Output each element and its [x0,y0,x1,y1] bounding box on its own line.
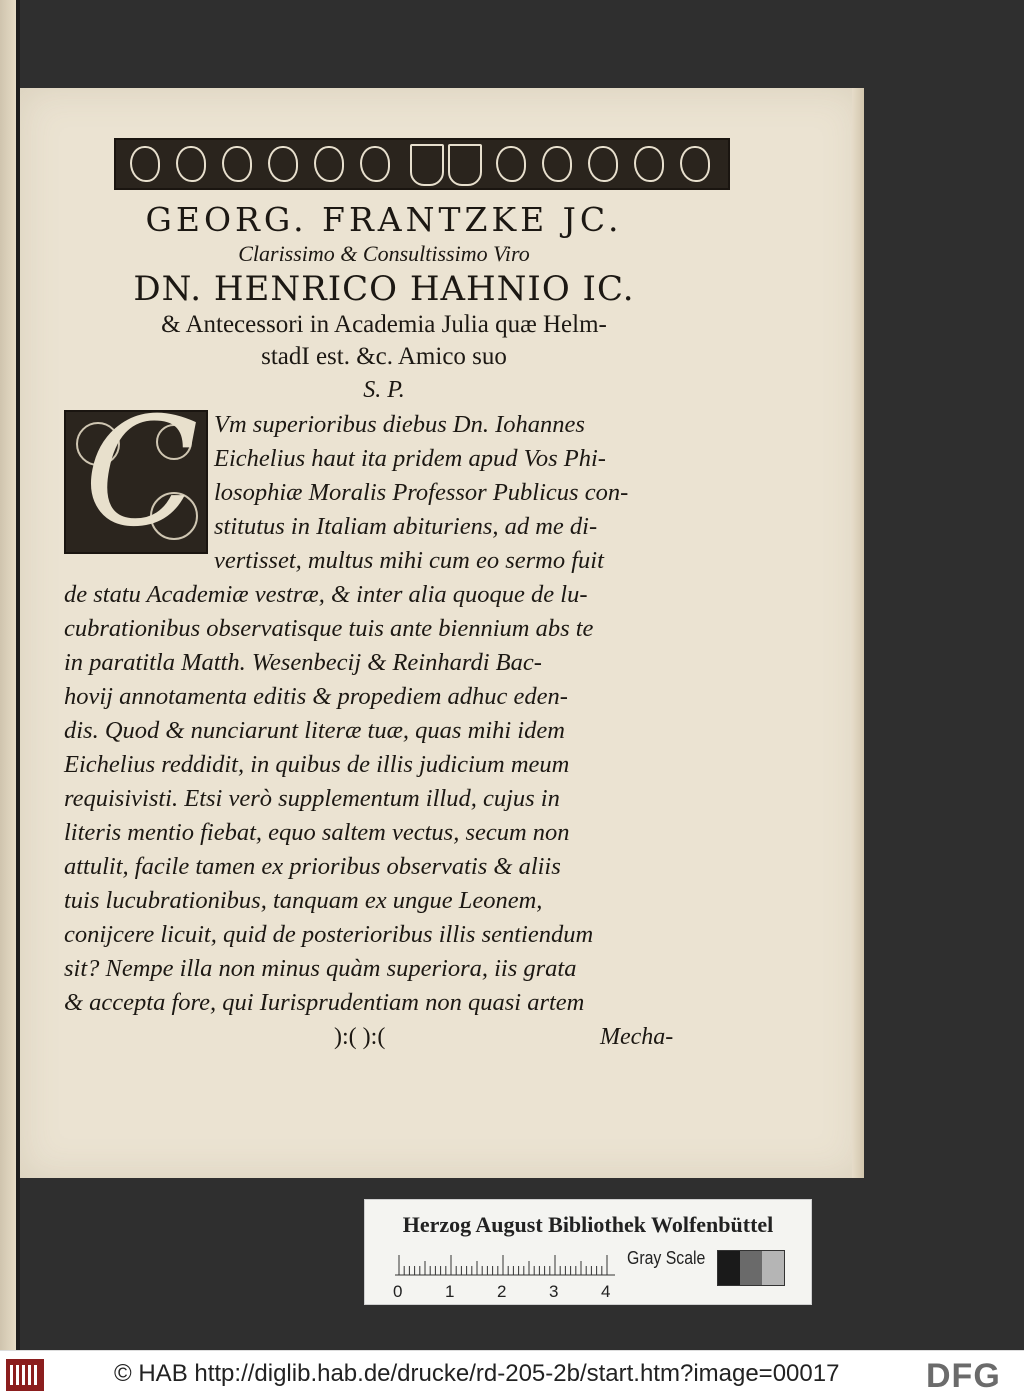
body-line: vertisset, multus mihi cum eo sermo fuit [214,547,604,574]
copyright-url[interactable]: © HAB http://diglib.hab.de/drucke/rd-205-2b/start.htm?image=00017 [114,1360,840,1387]
hab-logo-icon [6,1359,44,1391]
recipient-name: DN. HENRICO HAHNIO IC. [133,269,635,309]
ornament-leaf-icon [314,146,344,182]
ruler-scale-icon [395,1252,615,1276]
ruler-number: 0 [393,1282,403,1301]
ornament-shield-icon [448,144,482,186]
letter-body [64,408,704,1020]
body-line: stitutus in Italiam abituriens, ad me di- [214,513,598,540]
library-color-label [364,1199,812,1305]
grayscale-swatch [717,1250,785,1286]
grayscale-dark [718,1251,740,1285]
left-page-edge [0,0,16,1350]
body-line: de statu Academiæ vestræ, & inter alia quoque de lu- [64,581,588,608]
recipient-title-line-1: & Antecessori in Academia Julia quæ Helm- [161,311,607,338]
ornament-leaf-icon [222,146,252,182]
recipient-title-line-2: stadI est. &c. Amico suo [261,343,507,370]
dfg-logo: DFG [926,1357,1001,1395]
body-line: requisivisti. Etsi verò supplementum illud, cujus in [64,785,560,812]
salutation: S. P. [363,377,405,403]
body-line: in paratitla Matth. Wesenbecij & Reinhardi Bac- [64,649,542,676]
body-line: losophiæ Moralis Professor Publicus con- [214,479,629,506]
ruler-number: 4 [601,1282,611,1301]
ornament-leaf-icon [542,146,572,182]
library-name: Herzog August Bibliothek Wolfenbüttel [402,1212,774,1237]
signature-mark: ):( ):( [334,1024,386,1050]
body-line: hovij annotamenta editis & propediem adhuc eden- [64,683,568,710]
page-footer-line [64,1024,704,1058]
dedication-line: Clarissimo & Consultissimo Viro [238,241,530,266]
body-line: attulit, facile tamen ex prioribus observatis & aliis [64,853,561,880]
ornament-leaf-icon [588,146,618,182]
body-line: literis mentio fiebat, equo saltem vectus, secum non [64,819,570,846]
scanned-page [20,88,862,1178]
decorated-initial [64,410,208,554]
ornament-leaf-icon [680,146,710,182]
author-heading: GEORG. FRANTZKE JC. [145,200,623,239]
body-line: dis. Quod & nunciarunt literæ tuæ, quas mihi idem [64,717,565,744]
initial-letter: C [84,410,199,554]
body-line: sit? Nempe illa non minus quàm superiora, iis grata [64,955,577,982]
ornament-bird-icon [268,146,298,182]
headpiece-ornament [114,138,730,190]
ruler-number: 3 [549,1282,559,1301]
grayscale-light [762,1251,784,1285]
catchword: Mecha- [600,1024,674,1050]
body-line: Eichelius haut ita pridem apud Vos Phi- [214,445,606,472]
viewer-footer [0,1350,1024,1398]
page-fore-edge [852,88,864,1178]
page-content [64,138,704,1058]
ruler-numbers [391,1282,631,1302]
ruler-number: 2 [497,1282,507,1301]
body-line: Eichelius reddidit, in quibus de illis judicium meum [64,751,570,778]
ornament-leaf-icon [360,146,390,182]
body-line: cubrationibus observatisque tuis ante biennium abs te [64,615,594,642]
ornament-leaf-icon [496,146,526,182]
grayscale-mid [740,1251,762,1285]
body-line: tuis lucubrationibus, tanquam ex ungue Leonem, [64,887,543,914]
grayscale-label: Gray Scale [627,1248,706,1268]
ornament-leaf-icon [176,146,206,182]
body-line: conijcere licuit, quid de posterioribus illis sentiendum [64,921,594,948]
ornament-leaf-icon [130,146,160,182]
body-line: & accepta fore, qui Iurisprudentiam non quasi artem [64,989,585,1016]
ruler-number: 1 [445,1282,455,1301]
ornament-shield-icon [410,144,444,186]
ornament-leaf-icon [634,146,664,182]
body-line: Vm superioribus diebus Dn. Iohannes [214,411,585,438]
